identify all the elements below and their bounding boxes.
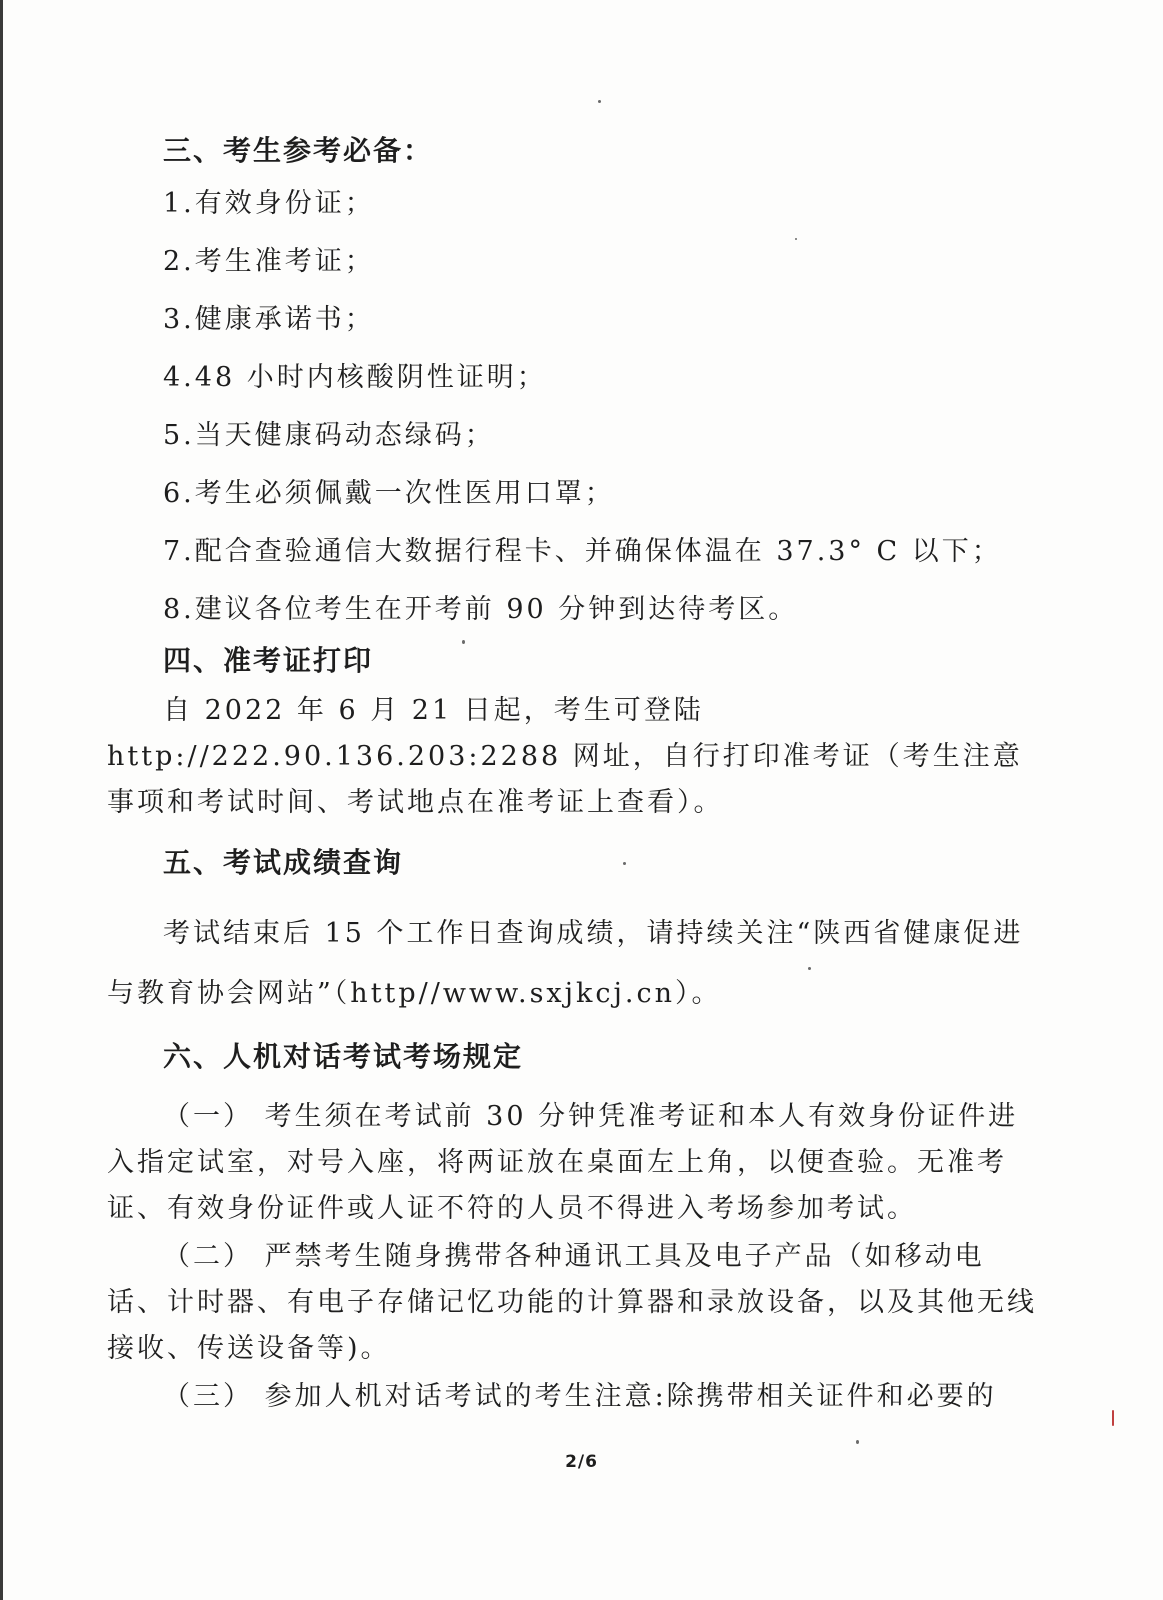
list-item: 2.考生准考证； (163, 246, 375, 277)
section-6-paragraph: （三） 参加人机对话考试的考生注意:除携带相关证件和必要的 (163, 1381, 997, 1412)
section-4-text: 自 2022 年 6 月 21 日起，考生可登陆 http://222.90.136.203:2288 网址，自行打印准考证（考生注意事项和考试时间、考试地点在准考证上查看）。 (107, 695, 1023, 818)
document-body (107, 120, 1037, 1420)
scan-speck (1112, 1410, 1114, 1426)
section-6-heading: 六、人机对话考试考场规定 (163, 1040, 524, 1073)
section-6-paragraph: （一） 考生须在考试前 30 分钟凭准考证和本人有效身份证件进入指定试室，对号入座，将两证放在桌面左上角，以便查验。无准考证、有效身份证件或人证不符的人员不得进入考场参加考试。 (107, 1101, 1019, 1224)
section-5-text: 考试结束后 15 个工作日查询成绩，请持续关注“陕西省健康促进与教育协会网站”（http//www.sxjkcj.cn）。 (107, 918, 1024, 1009)
page-number: 2/6 (565, 1452, 598, 1472)
list-item: 3.健康承诺书； (163, 304, 375, 335)
section-6-paragraph: （二） 严禁考生随身携带各种通讯工具及电子产品（如移动电话、计时器、有电子存储记忆功能的计算器和录放设备，以及其他无线接收、传送设备等)。 (107, 1241, 1037, 1364)
section-3-heading: 三、考生参考必备： (163, 134, 434, 167)
scan-speck (808, 967, 811, 970)
list-item: 6.考生必须佩戴一次性医用口罩； (163, 478, 615, 509)
section-3-list (107, 184, 1037, 630)
section-4-heading: 四、准考证打印 (163, 644, 374, 677)
list-item: 1.有效身份证； (163, 188, 375, 219)
section-5-heading: 五、考试成绩查询 (163, 846, 404, 879)
list-item: 5.当天健康码动态绿码； (163, 420, 495, 451)
scan-speck (856, 1440, 859, 1444)
list-item: 4.48 小时内核酸阴性证明； (163, 362, 547, 393)
scan-speck (623, 862, 626, 865)
scan-edge (0, 0, 3, 1600)
list-item: 7.配合查验通信大数据行程卡、并确保体温在 37.3° C 以下； (163, 536, 1002, 567)
scan-speck (795, 238, 797, 240)
scan-speck (598, 100, 601, 103)
scan-speck (462, 640, 465, 644)
list-item: 8.建议各位考生在开考前 90 分钟到达待考区。 (163, 594, 799, 625)
